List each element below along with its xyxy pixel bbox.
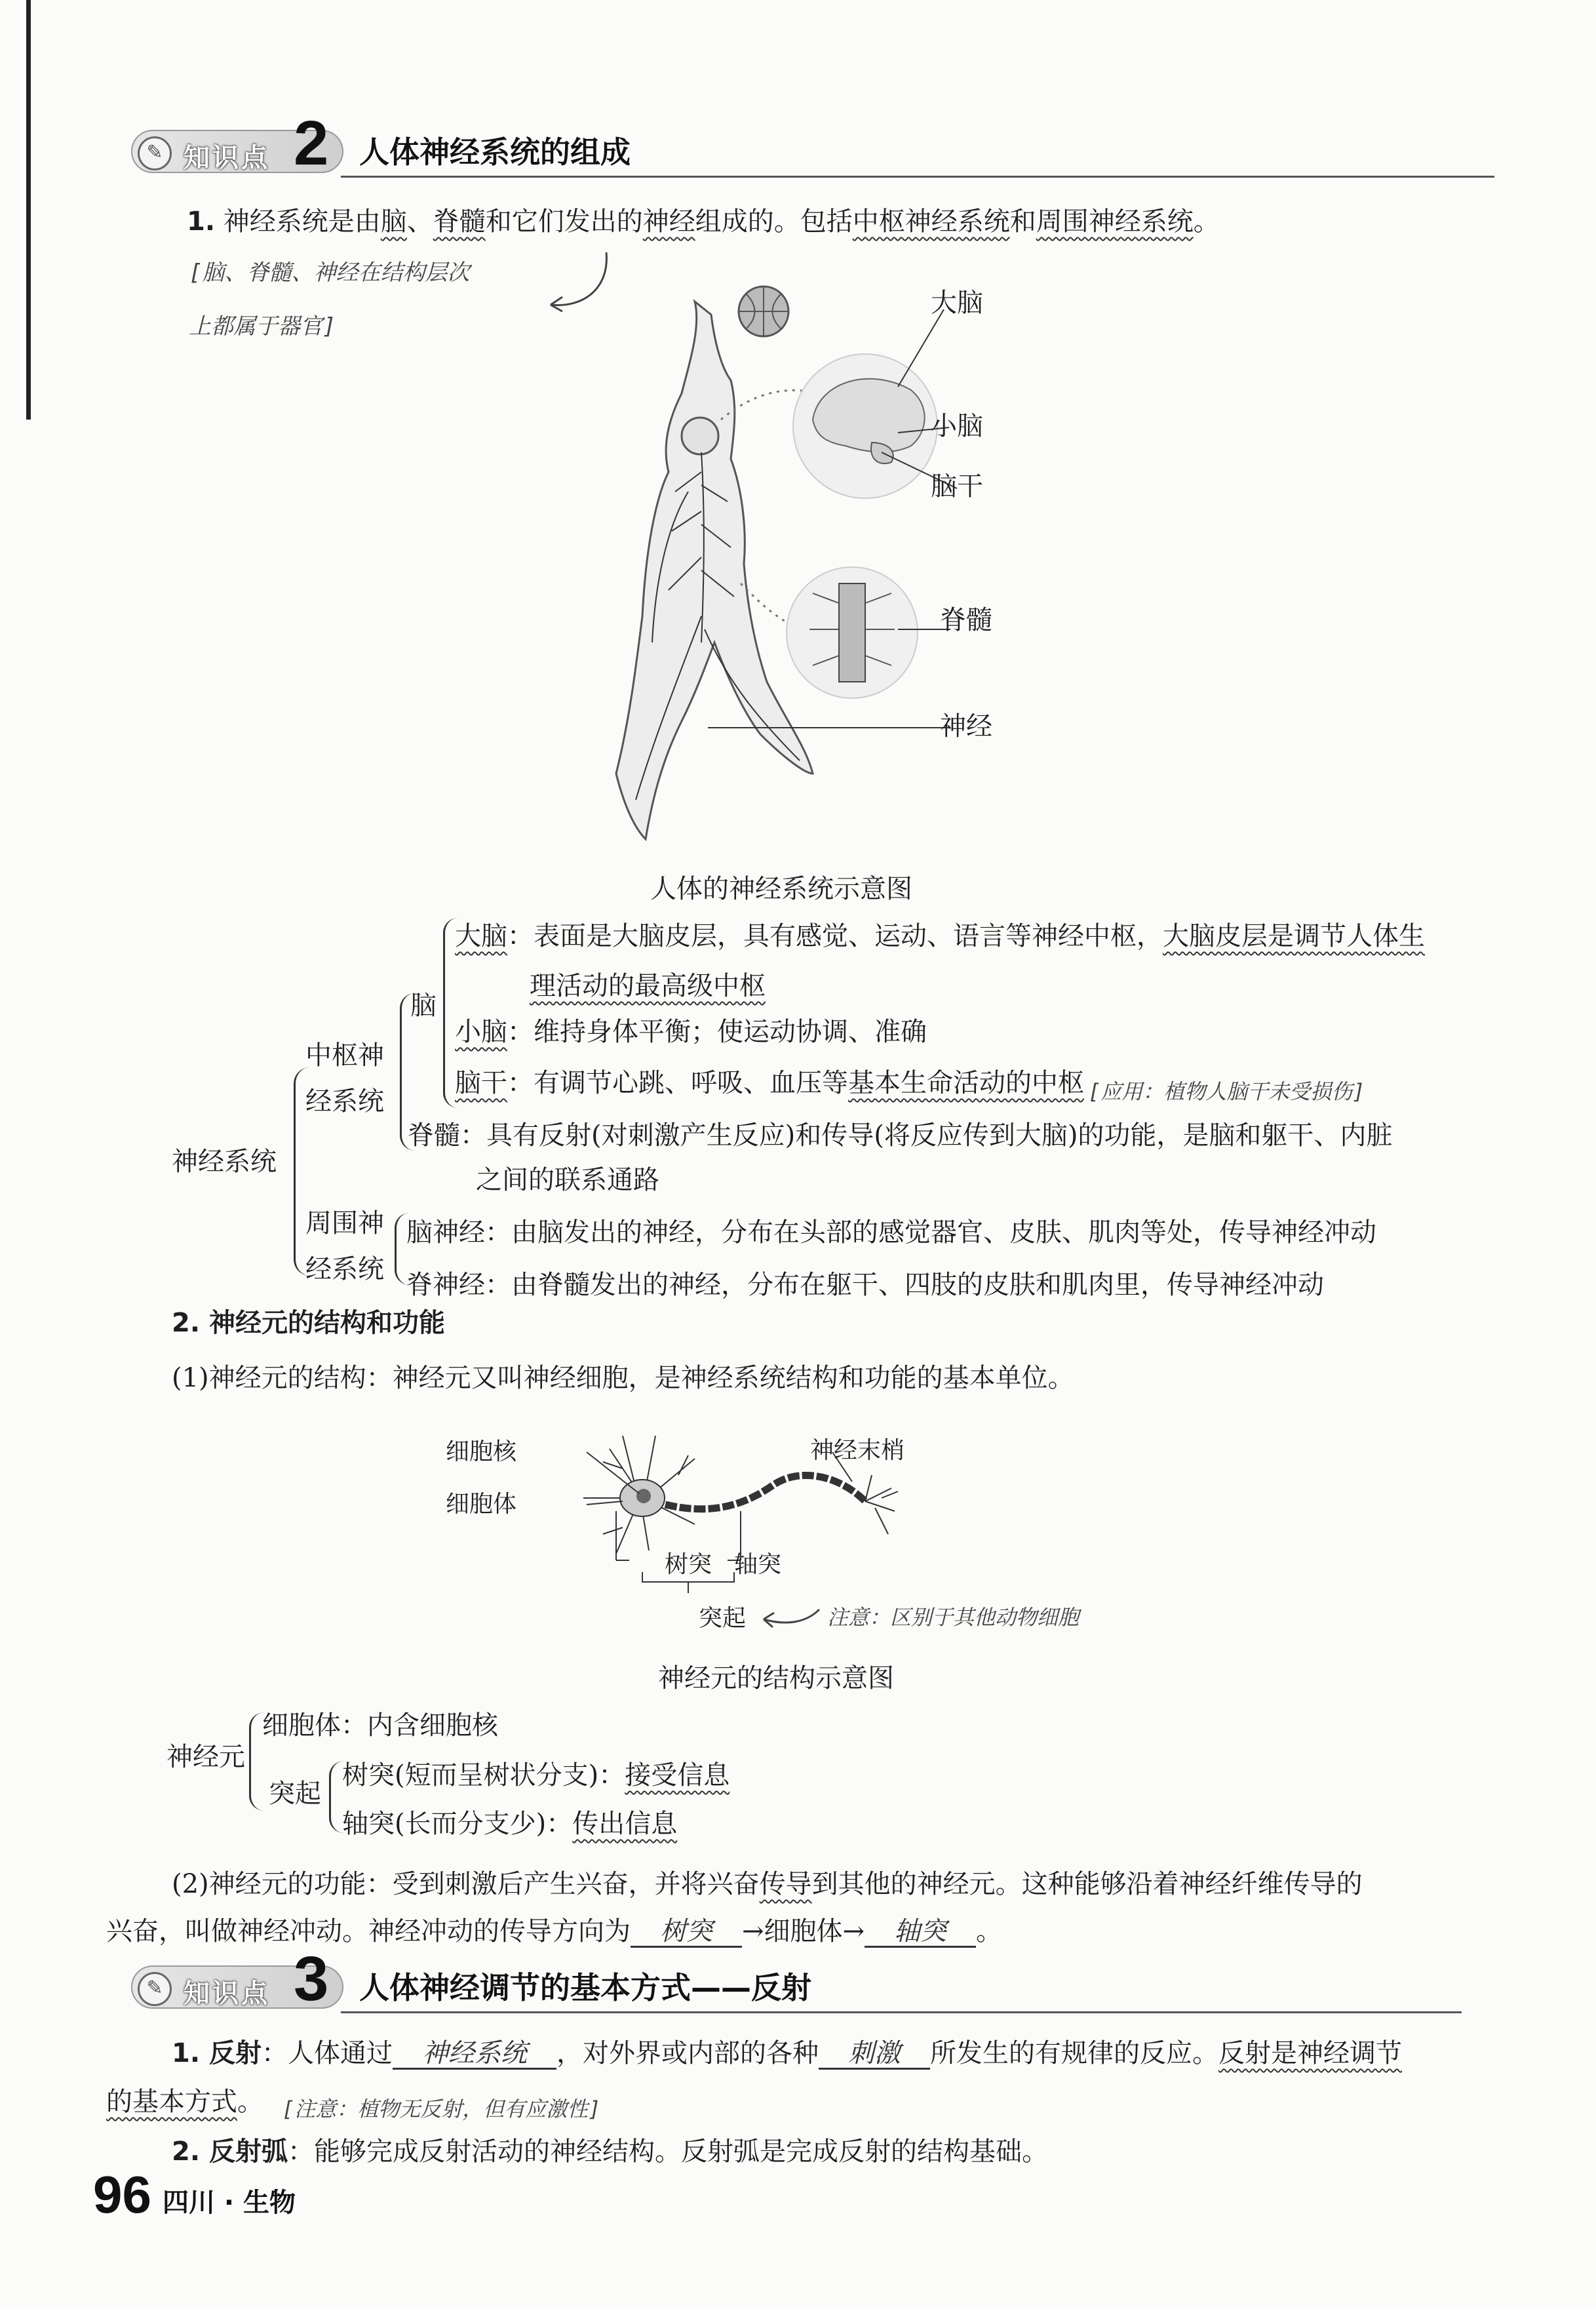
human-body-icon xyxy=(616,302,813,839)
tree-spinal: 脊髓：具有反射(对刺激产生反应)和传导(将反应传到大脑)的功能，是脑和躯干、内脏 xyxy=(408,1120,1393,1151)
tree-cerebrum-cont: 理活动的最高级中枢 xyxy=(530,971,766,1001)
handwritten-note: [应用：植物人脑干未受损伤] xyxy=(1088,1079,1365,1104)
handwritten-note: 上都属于器官] xyxy=(189,313,336,340)
nerve-ending-lines xyxy=(865,1475,898,1534)
answer-blank[interactable]: 轴突 xyxy=(865,1918,976,1948)
handwritten-note: [脑、脊髓、神经在结构层次 xyxy=(189,260,470,286)
tree-dendrite: 树突(短而呈树状分支)：接受信息 xyxy=(342,1760,730,1790)
section-3-header xyxy=(131,1944,1462,2019)
label-nucleus: 细胞核 xyxy=(446,1438,517,1465)
tree-cranial: 脑神经：由脑发出的神经，分布在头部的感觉器官、皮肤、肌肉等处，传导神经冲动 xyxy=(406,1217,1376,1248)
paragraph-reflex-arc: 2. 反射弧：能够完成反射活动的神经结构。反射弧是完成反射的结构基础。 xyxy=(172,2137,1048,2167)
section-2-header xyxy=(131,108,1494,184)
page-number: 96 xyxy=(93,2165,151,2224)
heading-neuron: 2. 神经元的结构和功能 xyxy=(172,1308,445,1338)
section-title: 人体神经系统的组成 xyxy=(359,134,631,170)
footer-label: 四川 · 生物 xyxy=(163,2188,296,2218)
tree-cerebellum: 小脑：维持身体平衡；使运动协调、准确 xyxy=(455,1017,927,1047)
arrow-icon xyxy=(754,1600,826,1632)
tree-axon: 轴突(长而分支少)：传出信息 xyxy=(342,1809,678,1839)
paragraph-neuron-function-cont: 兴奋，叫做神经冲动。神经冲动的传导方向为 树突 →细胞体→ 轴突 。 xyxy=(106,1916,1003,1946)
tree-pns: 周围神 xyxy=(305,1208,384,1238)
tree-brain: 脑 xyxy=(410,991,437,1021)
label-cerebrum: 大脑 xyxy=(931,288,983,318)
paragraph-reflex-cont: 的基本方式。 xyxy=(106,2087,263,2117)
tree-cerebrum: 大脑：表面是大脑皮层，具有感觉、运动、语言等神经中枢，大脑皮层是调节人体生 xyxy=(455,921,1425,951)
paragraph-neuron-structure: (1)神经元的结构：神经元又叫神经细胞，是神经系统结构和功能的基本单位。 xyxy=(172,1363,1074,1393)
label-cell-body: 细胞体 xyxy=(446,1491,517,1518)
paragraph-nervous-system: 1. 神经系统是由脑、脊髓和它们发出的神经组成的。包括中枢神经系统和周围神经系统。 xyxy=(187,207,1220,237)
tree-spinal-cont: 之间的联系通路 xyxy=(476,1165,659,1195)
tree-brainstem: 脑干：有调节心跳、呼吸、血压等基本生命活动的中枢 xyxy=(455,1068,1084,1098)
tree-neuron-process: 突起 xyxy=(269,1779,321,1809)
tree-neuron-root: 神经元 xyxy=(166,1742,245,1772)
page-edge-bar xyxy=(26,0,31,420)
label-nerve-ending: 神经末梢 xyxy=(810,1437,905,1464)
pencil-icon: ✎ xyxy=(138,1972,172,2006)
label-process: 突起 xyxy=(699,1605,747,1632)
paragraph-reflex: 1. 反射：人体通过 神经系统 ，对外界或内部的各种 刺激 所发生的有规律的反应。反射是神经调节 xyxy=(172,2038,1402,2068)
section-badge-label: 知识点 xyxy=(184,1979,270,2009)
basketball-icon xyxy=(739,286,788,336)
tree-pns: 经系统 xyxy=(305,1254,384,1284)
section-badge-label: 知识点 xyxy=(184,143,270,173)
label-brainstem: 脑干 xyxy=(931,471,983,502)
label-nerve: 神经 xyxy=(940,711,992,741)
label-dendrite: 树突 xyxy=(665,1551,712,1578)
section-title: 人体神经调节的基本方式——反射 xyxy=(359,1970,811,2005)
paragraph-neuron-function: (2)神经元的功能：受到刺激后产生兴奋，并将兴奋传导到其他的神经元。这种能够沿着神经纤维传导的 xyxy=(172,1869,1363,1899)
label-cerebellum: 小脑 xyxy=(931,411,983,441)
section-number: 3 xyxy=(294,1944,329,2014)
tree-cns: 中枢神 xyxy=(305,1040,384,1071)
tree-root: 神经系统 xyxy=(172,1147,277,1177)
section-number: 2 xyxy=(294,108,329,178)
tree-neuron-body: 细胞体：内含细胞核 xyxy=(262,1710,498,1741)
answer-blank[interactable]: 树突 xyxy=(631,1918,742,1948)
pencil-icon: ✎ xyxy=(138,136,172,170)
section-rule xyxy=(341,176,1494,178)
figure-caption: 人体的神经系统示意图 xyxy=(650,874,912,904)
handwritten-note: [注意：植物无反射，但有应激性] xyxy=(282,2097,601,2121)
nervous-system-figure xyxy=(590,275,1088,846)
section-rule xyxy=(341,2011,1462,2013)
answer-blank[interactable]: 神经系统 xyxy=(393,2040,556,2070)
axon-icon xyxy=(665,1475,865,1508)
figure-caption: 神经元的结构示意图 xyxy=(658,1663,894,1693)
tree-spinal-nerve: 脊神经：由脊髓发出的神经，分布在躯干、四肢的皮肤和肌肉里，传导神经冲动 xyxy=(406,1270,1324,1300)
nucleus-icon xyxy=(636,1489,651,1503)
answer-blank[interactable]: 刺激 xyxy=(819,2040,930,2070)
handwritten-note: 注意：区别于其他动物细胞 xyxy=(827,1605,1080,1630)
label-axon: 轴突 xyxy=(734,1551,782,1578)
tree-cns: 经系统 xyxy=(305,1086,384,1116)
spinal-cord-icon xyxy=(839,583,865,682)
label-spinal-cord: 脊髓 xyxy=(940,605,992,635)
